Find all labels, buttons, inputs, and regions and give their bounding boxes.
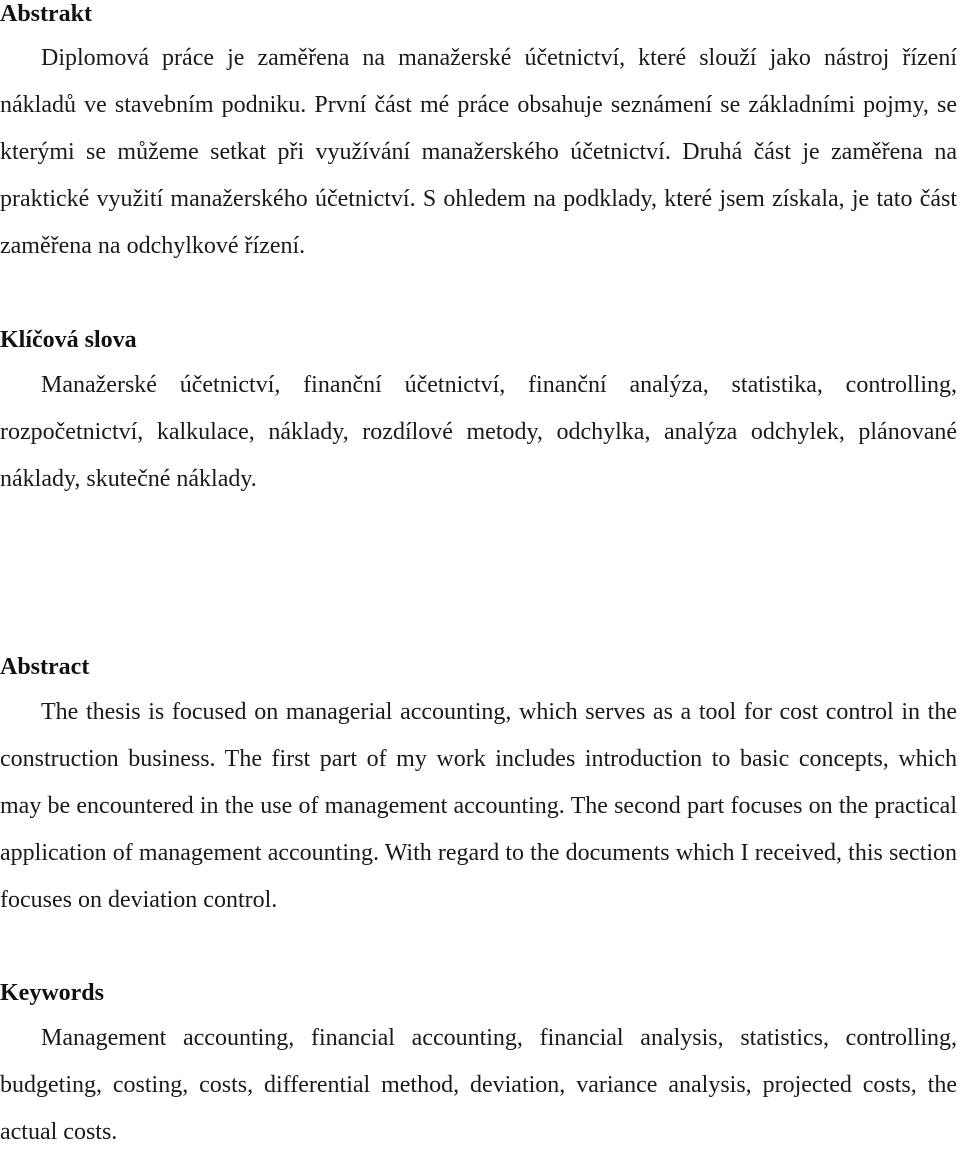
keywords-paragraph: Management accounting, financial accounting, financial analysis, statistics, controlling, budgeting, costing, costs, differential method, deviation, variance analysis, projected costs, the actual costs.: [0, 1025, 957, 1145]
abstrakt-paragraph: Diplomová práce je zaměřena na manažerské účetnictví, které slouží jako nástroj řízení nákladů ve stavebním podniku. První část mé práce obsahuje seznámení se základními pojmy, se kterými se můžeme setkat při využívání manažerského účetnictví. Druhá část je zaměřena na praktické využití manažerského účetnictví. S ohledem na podklady, které jsem získala, je tato část zaměřena na odchylkové řízení.: [0, 45, 957, 259]
abstract-heading: Abstract: [0, 654, 90, 680]
klicova-slova-heading: Klíčová slova: [0, 327, 137, 353]
abstrakt-heading: Abstrakt: [0, 1, 93, 27]
keywords-heading: Keywords: [0, 980, 104, 1006]
klicova-slova-paragraph: Manažerské účetnictví, finanční účetnictví, finanční analýza, statistika, controlling, rozpočetnictví, kalkulace, náklady, rozdílové metody, odchylka, analýza odchylek, plánované náklady, skutečné náklady.: [0, 372, 957, 492]
abstract-paragraph: The thesis is focused on managerial accounting, which serves as a tool for cost control in the construction business. The first part of my work includes introduction to basic concepts, which may be encountered in the use of management accounting. The second part focuses on the practical application of management accounting. With regard to the documents which I received, this section focuses on deviation control.: [0, 699, 957, 913]
